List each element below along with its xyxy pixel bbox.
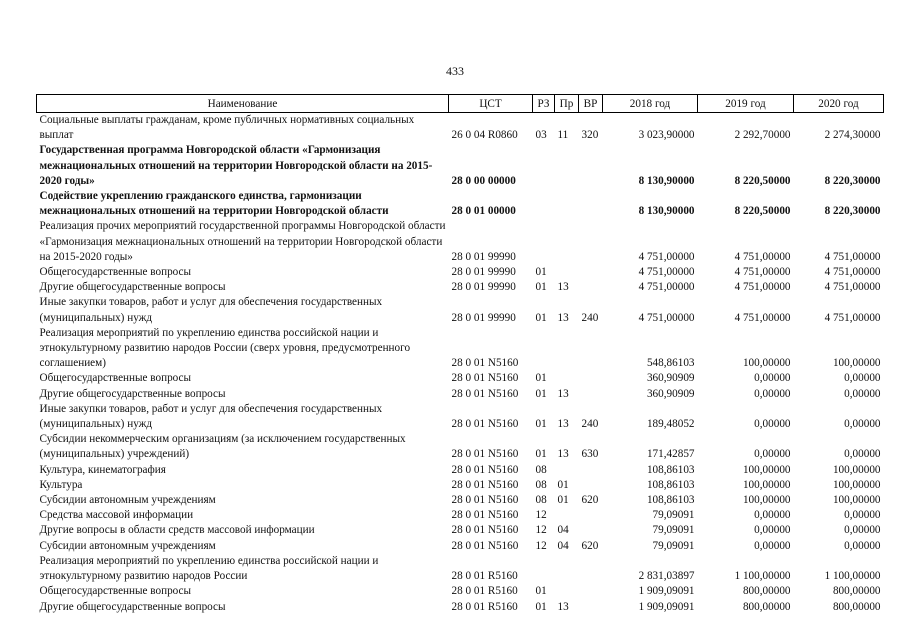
cell-2018: 360,90909 [646,387,695,400]
cell-2020: 800,00000 [832,600,881,613]
cell-2019: 100,00000 [742,478,791,491]
cell-2018: 4 751,00000 [638,250,695,263]
cell-2020: 4 751,00000 [824,266,881,279]
table-row [37,554,884,584]
cell-vr: 630 [581,448,599,461]
cell-name: Реализация мероприятий по укреплению единства российской нации и этнокультурному развитию народов России (сверх уровня, предусмотренного соглашением) [39,326,411,370]
cell-2018: 360,90909 [646,372,695,385]
cell-2018: 4 751,00000 [638,266,695,279]
cell-vr [579,554,603,584]
cell-cst: 28 0 01 N5160 [451,357,519,370]
cell-name: Культура, кинематография [39,463,166,476]
cell-rz: 08 [535,478,547,491]
cell-2019: 0,00000 [754,509,791,522]
cell-vr [579,326,603,372]
cell-2018: 108,86103 [646,478,695,491]
cell-2019: 100,00000 [742,357,791,370]
header-rz: РЗ [533,95,555,113]
cell-cst: 28 0 01 N5160 [451,494,519,507]
table-row [37,219,884,265]
table-row [37,539,884,554]
cell-rz: 08 [535,494,547,507]
cell-2018: 1 909,09091 [638,600,695,613]
cell-2018: 3 023,90000 [638,129,695,142]
table-row [37,463,884,478]
cell-2020: 100,00000 [832,357,881,370]
cell-2019: 4 751,00000 [734,266,791,279]
table-row [37,295,884,325]
cell-vr: 240 [581,311,599,324]
cell-rz: 01 [535,372,547,385]
cell-name: Содействие укреплению гражданского единства, гармонизации межнациональных отношений на территории Новгородской области [39,190,389,218]
cell-pr [555,265,579,280]
cell-pr [555,584,579,599]
cell-pr: 01 [557,494,569,507]
cell-2019: 4 751,00000 [734,311,791,324]
cell-pr [555,326,579,372]
cell-pr [555,189,579,219]
cell-2018: 189,48052 [646,418,695,431]
cell-pr [555,143,579,189]
cell-cst: 28 0 01 N5160 [451,478,519,491]
cell-rz: 01 [535,585,547,598]
cell-vr [579,280,603,295]
cell-2020: 0,00000 [844,448,881,461]
cell-name: Субсидии некоммерческим организациям (за исключением государственных (муниципальных) учреждений) [39,433,406,461]
table-row [37,432,884,462]
cell-2018: 79,09091 [652,539,695,552]
cell-vr: 320 [581,129,599,142]
cell-cst: 28 0 01 N5160 [451,387,519,400]
table-row [37,584,884,599]
cell-vr [579,523,603,538]
cell-2019: 0,00000 [754,418,791,431]
cell-rz: 08 [535,463,547,476]
cell-name: Другие общегосударственные вопросы [39,387,226,400]
table-row [37,387,884,402]
cell-rz [533,189,555,219]
cell-pr: 13 [557,311,569,324]
cell-cst: 28 0 01 N5160 [451,509,519,522]
cell-2018: 171,42857 [646,448,695,461]
cell-2019: 0,00000 [754,372,791,385]
cell-vr [579,189,603,219]
cell-rz [533,554,555,584]
cell-2020: 100,00000 [832,494,881,507]
cell-cst: 26 0 04 R0860 [451,129,518,142]
cell-2020: 0,00000 [844,539,881,552]
page-number: 433 [446,64,464,78]
cell-cst: 28 0 01 R5160 [451,600,518,613]
cell-2019: 8 220,50000 [734,174,791,187]
cell-2019: 2 292,70000 [734,129,791,142]
cell-pr: 13 [557,281,569,294]
cell-cst: 28 0 01 N5160 [451,372,519,385]
cell-pr: 13 [557,600,569,613]
cell-name: Другие вопросы в области средств массовой информации [39,524,315,537]
cell-rz: 12 [535,524,547,537]
table-row [37,189,884,219]
cell-rz [533,143,555,189]
cell-pr [555,371,579,386]
cell-2020: 0,00000 [844,372,881,385]
cell-vr [579,600,603,615]
table-row [37,600,884,615]
cell-rz: 01 [535,311,547,324]
cell-2019: 800,00000 [742,585,791,598]
header-vr: ВР [579,95,603,113]
cell-rz: 01 [535,387,547,400]
cell-vr: 240 [581,418,599,431]
cell-rz: 01 [535,600,547,613]
cell-2019: 100,00000 [742,494,791,507]
cell-2019: 0,00000 [754,387,791,400]
table-row [37,402,884,432]
cell-name: Социальные выплаты гражданам, кроме публичных нормативных социальных выплат [39,114,415,142]
cell-name: Общегосударственные вопросы [39,372,192,385]
table-header-row [37,95,884,113]
cell-cst: 28 0 01 N5160 [451,463,519,476]
cell-2020: 4 751,00000 [824,281,881,294]
cell-cst: 28 0 01 99990 [451,266,516,279]
cell-pr [555,219,579,265]
cell-cst: 28 0 01 R5160 [451,570,518,583]
table-row [37,493,884,508]
cell-rz [533,326,555,372]
cell-cst: 28 0 00 00000 [451,174,516,187]
cell-cst: 28 0 01 N5160 [451,539,519,552]
cell-vr [579,143,603,189]
header-2019: 2019 год [698,95,794,113]
cell-cst: 28 0 01 N5160 [451,524,519,537]
cell-cst: 28 0 01 99990 [451,281,516,294]
table-body [37,113,884,615]
cell-pr: 04 [557,524,569,537]
cell-2020: 0,00000 [844,418,881,431]
cell-2020: 100,00000 [832,478,881,491]
cell-pr: 13 [557,448,569,461]
cell-name: Средства массовой информации [39,509,194,522]
cell-rz: 03 [535,129,547,142]
cell-2018: 8 130,90000 [638,205,695,218]
table-row [37,478,884,493]
cell-pr [555,463,579,478]
cell-2020: 4 751,00000 [824,311,881,324]
header-pr: Пр [555,95,579,113]
cell-vr [579,584,603,599]
table-row [37,523,884,538]
table-row [37,113,884,144]
cell-2018: 1 909,09091 [638,585,695,598]
cell-pr [555,554,579,584]
cell-2020: 0,00000 [844,387,881,400]
cell-2019: 0,00000 [754,524,791,537]
cell-cst: 28 0 01 99990 [451,250,516,263]
cell-2019: 4 751,00000 [734,281,791,294]
cell-rz: 01 [535,448,547,461]
cell-name: Общегосударственные вопросы [39,585,192,598]
cell-name: Другие общегосударственные вопросы [39,281,226,294]
cell-name: Другие общегосударственные вопросы [39,600,226,613]
table-row [37,143,884,189]
header-name: Наименование [37,95,449,113]
cell-2020: 0,00000 [844,524,881,537]
header-2020: 2020 год [794,95,884,113]
cell-rz: 01 [535,266,547,279]
table-row [37,280,884,295]
cell-name: Иные закупки товаров, работ и услуг для обеспечения государственных (муниципальных) нужд [39,296,383,324]
cell-pr: 04 [557,539,569,552]
cell-2019: 0,00000 [754,448,791,461]
cell-2018: 108,86103 [646,463,695,476]
cell-2019: 100,00000 [742,463,791,476]
cell-rz: 01 [535,418,547,431]
cell-cst: 28 0 01 N5160 [451,448,519,461]
cell-vr [579,371,603,386]
header-cst: ЦСТ [449,95,533,113]
cell-name: Субсидии автономным учреждениям [39,539,216,552]
cell-2019: 0,00000 [754,539,791,552]
table-row [37,508,884,523]
header-2018: 2018 год [603,95,698,113]
cell-2020: 100,00000 [832,463,881,476]
table-row [37,265,884,280]
cell-vr [579,265,603,280]
cell-2020: 1 100,00000 [824,570,881,583]
cell-2018: 4 751,00000 [638,311,695,324]
cell-vr [579,463,603,478]
cell-vr: 620 [581,539,599,552]
budget-table [36,94,884,615]
cell-vr [579,508,603,523]
cell-2020: 8 220,30000 [824,174,881,187]
cell-pr: 13 [557,418,569,431]
cell-2018: 108,86103 [646,494,695,507]
cell-name: Общегосударственные вопросы [39,266,192,279]
cell-2018: 79,09091 [652,509,695,522]
cell-cst: 28 0 01 99990 [451,311,516,324]
cell-pr: 01 [557,478,569,491]
cell-rz: 12 [535,509,547,522]
cell-2018: 2 831,03897 [638,570,695,583]
table-row [37,371,884,386]
cell-pr: 11 [557,129,569,142]
cell-2019: 800,00000 [742,600,791,613]
cell-vr [579,219,603,265]
cell-2020: 4 751,00000 [824,250,881,263]
cell-rz: 01 [535,281,547,294]
cell-pr: 13 [557,387,569,400]
cell-cst: 28 0 01 00000 [451,205,516,218]
cell-2018: 8 130,90000 [638,174,695,187]
cell-name: Государственная программа Новгородской области «Гармонизация межнациональных отношений на территории Новгородской области на 2015-2020 годы» [39,144,433,187]
cell-vr: 620 [581,494,599,507]
cell-rz [533,219,555,265]
cell-2018: 4 751,00000 [638,281,695,294]
cell-2018: 79,09091 [652,524,695,537]
cell-pr [555,508,579,523]
cell-2020: 800,00000 [832,585,881,598]
cell-2019: 1 100,00000 [734,570,791,583]
cell-name: Культура [39,478,83,491]
cell-cst: 28 0 01 R5160 [451,585,518,598]
cell-name: Иные закупки товаров, работ и услуг для обеспечения государственных (муниципальных) нужд [39,402,383,431]
cell-vr [579,478,603,493]
cell-name: Субсидии автономным учреждениям [39,494,216,507]
cell-2019: 4 751,00000 [734,250,791,263]
cell-2018: 548,86103 [646,357,695,370]
cell-2020: 2 274,30000 [824,129,881,142]
cell-rz: 12 [535,539,547,552]
cell-2020: 8 220,30000 [824,205,881,218]
table-row [37,326,884,372]
cell-2020: 0,00000 [844,509,881,522]
cell-name: Реализация прочих мероприятий государственной программы Новгородской области «Гармонизация межнациональных отношений на территории Новгородской области на 2015-2020 годы» [39,220,446,263]
cell-vr [579,387,603,402]
cell-cst: 28 0 01 N5160 [451,418,519,431]
cell-2019: 8 220,50000 [734,205,791,218]
cell-name: Реализация мероприятий по укреплению единства российской нации и этнокультурному развитию народов России [39,554,379,583]
